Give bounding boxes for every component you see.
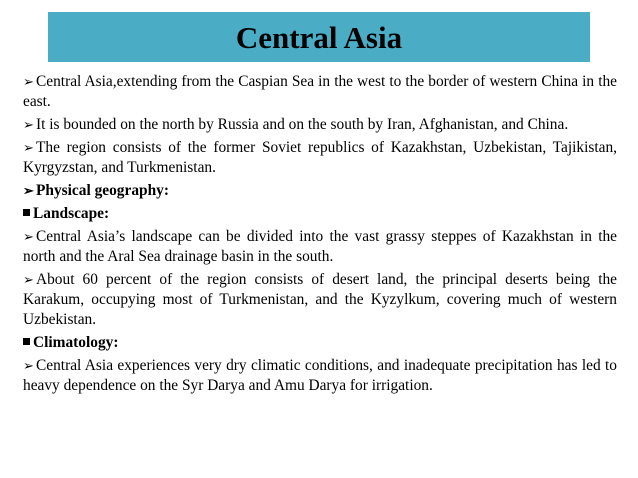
square-bullet-icon bbox=[23, 209, 30, 216]
bullet-text: Central Asia experiences very dry climatic conditions, and inadequate precipitation has led to heavy dependence on the Syr Darya and Amu Darya for irrigation. bbox=[23, 357, 617, 394]
bullet-item bbox=[23, 204, 617, 224]
bullet-item bbox=[23, 356, 617, 396]
bullet-text: It is bounded on the north by Russia and on the south by Iran, Afghanistan, and China. bbox=[36, 116, 569, 133]
arrow-bullet-icon: ➢ bbox=[23, 117, 34, 132]
bullet-item bbox=[23, 138, 617, 178]
bullet-item bbox=[23, 72, 617, 112]
bullet-item bbox=[23, 115, 617, 135]
arrow-bullet-icon: ➢ bbox=[23, 140, 34, 155]
slide-title: Central Asia bbox=[235, 19, 403, 55]
bullet-text: Central Asia’s landscape can be divided into the vast grassy steppes of Kazakhstan in the north and the Aral Sea drainage basin in the south. bbox=[23, 228, 617, 265]
bullet-text: The region consists of the former Soviet republics of Kazakhstan, Uzbekistan, Tajikistan, Kyrgyzstan, and Turkmenistan. bbox=[23, 139, 617, 176]
bullet-item bbox=[23, 227, 617, 267]
arrow-bullet-icon: ➢ bbox=[23, 229, 34, 244]
slide-title-bar bbox=[48, 12, 590, 62]
bullet-item bbox=[23, 270, 617, 330]
bullet-text: About 60 percent of the region consists of desert land, the principal deserts being the Karakum, occupying most of Turkmenistan, and the Kyzylkum, covering much of western Uzbekistan. bbox=[23, 271, 617, 328]
slide-body bbox=[23, 72, 617, 399]
section-heading: Physical geography: bbox=[36, 182, 169, 199]
arrow-bullet-icon: ➢ bbox=[23, 183, 34, 198]
bullet-item bbox=[23, 333, 617, 353]
subsection-heading: Landscape: bbox=[33, 205, 110, 222]
arrow-bullet-icon: ➢ bbox=[23, 358, 34, 373]
bullet-text: Central Asia,extending from the Caspian Sea in the west to the border of western China in the east. bbox=[23, 73, 617, 110]
arrow-bullet-icon: ➢ bbox=[23, 272, 34, 287]
square-bullet-icon bbox=[23, 338, 30, 345]
subsection-heading: Climatology: bbox=[33, 334, 119, 351]
arrow-bullet-icon: ➢ bbox=[23, 74, 34, 89]
bullet-item bbox=[23, 181, 617, 201]
